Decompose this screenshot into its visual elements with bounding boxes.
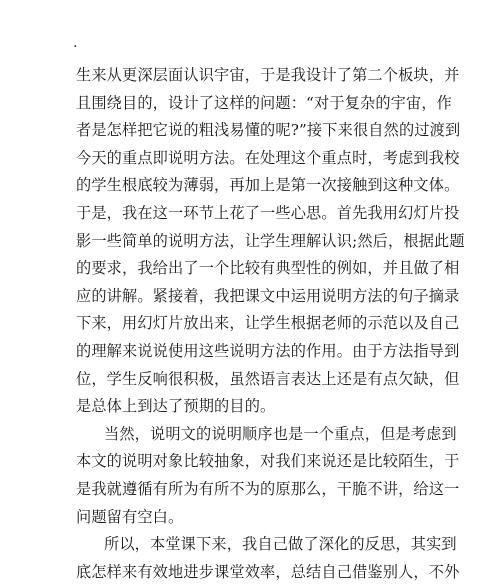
text-line: 下来，用幻灯片放出来，让学生根据老师的示范以及自己	[76, 314, 460, 333]
text-line: 者是怎样把它说的粗浅易懂的呢?”接下来很自然的过渡到	[76, 121, 461, 140]
text-line: 的学生根底较为薄弱，再加上是第一次接触到这种文体。	[76, 176, 460, 195]
text-line: 问题留有空白。	[76, 507, 184, 526]
page-mark: .	[73, 35, 78, 51]
text-line: 的理解来说说使用这些说明方法的作用。由于方法指导到	[76, 341, 460, 360]
text-line: 影一些简单的说明方法，让学生理解认识;然后，根据此题	[76, 231, 465, 250]
text-line: 是总体上到达了预期的目的。	[76, 397, 276, 416]
text-line: 的要求，我给出了一个比较有典型性的例如，并且做了相	[76, 259, 460, 278]
text-line: 底怎样来有效地进步课堂效率，总结自己借鉴别人，不外	[76, 562, 460, 581]
text-line: 当然，说明文的说明顺序也是一个重点，但是考虑到	[104, 424, 457, 443]
text-line: 本文的说明对象比较抽象，对我们来说还是比较陌生，于	[76, 452, 460, 471]
text-line: 生来从更深层面认识宇宙，于是我设计了第二个板块，并	[76, 66, 460, 84]
text-line: 且围绕目的，设计了这样的问题：“对于复杂的宇宙，作	[76, 93, 453, 112]
text-line: 是我就遵循有所为有所不为的原那么，干脆不讲，给这一	[76, 479, 460, 498]
text-line: 应的讲解。紧接着，我把课文中运用说明方法的句子摘录	[76, 286, 460, 305]
body-text	[76, 62, 465, 586]
text-line: 于是，我在这一环节上花了一些心思。首先我用幻灯片投	[76, 203, 460, 222]
text-line: 今天的重点即说明方法。在处理这个重点时，考虑到我校	[76, 148, 460, 167]
text-line: 位，学生反响很积极，虽然语言表达上还是有点欠缺，但	[76, 369, 460, 388]
text-line: 所以，本堂课下来，我自己做了深化的反思，其实到	[104, 535, 457, 554]
